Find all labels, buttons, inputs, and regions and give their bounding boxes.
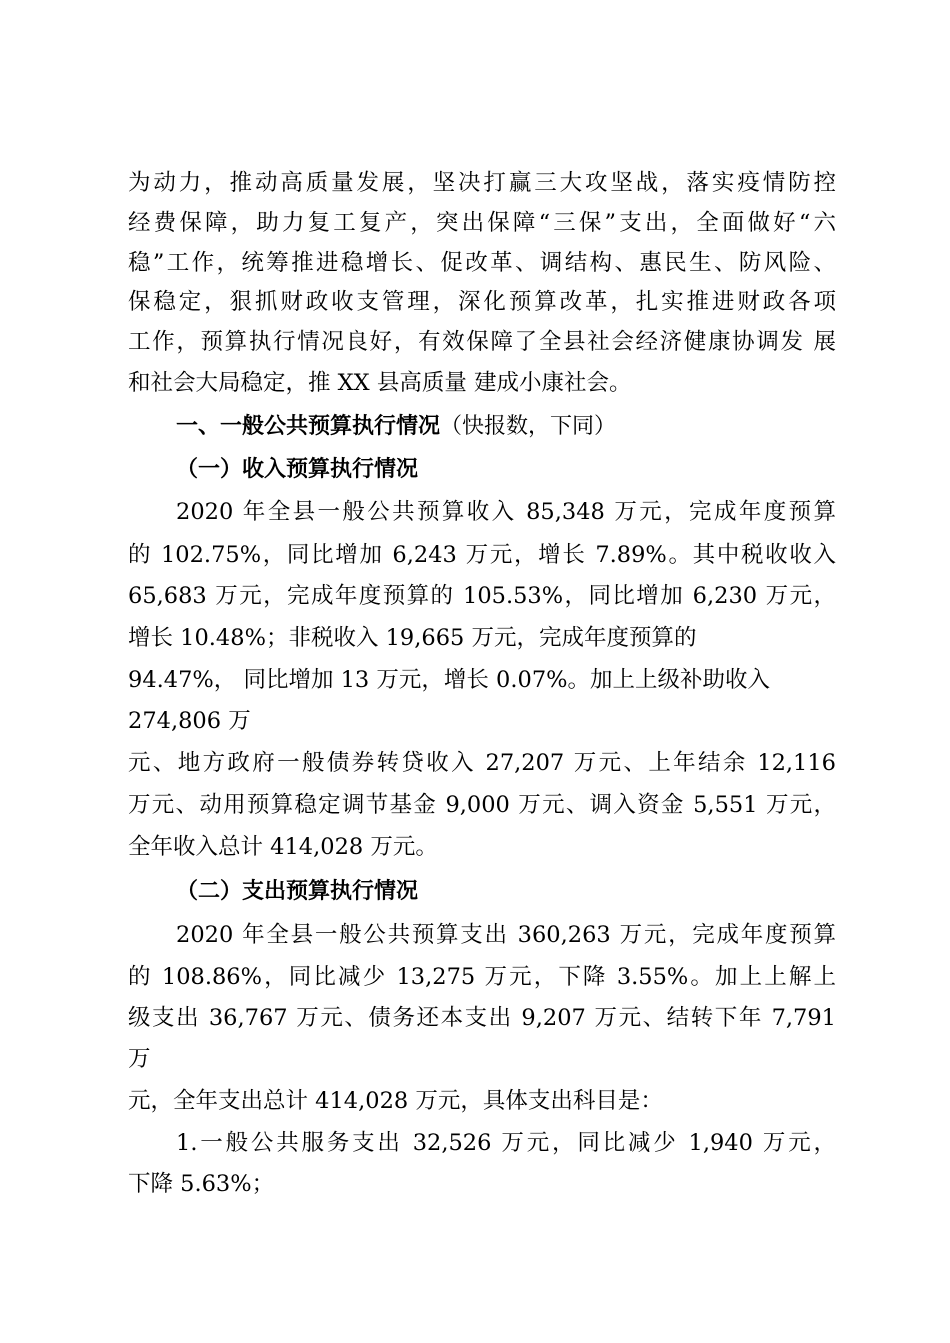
income-line-9: 全年收入总计 414,028 万元。	[128, 834, 438, 860]
subsection-heading-income: （一）收入预算执行情况	[176, 456, 419, 482]
income-line-7: 元、地方政府一般债券转贷收入 27,207 万元、上年结余 12,116	[128, 750, 836, 776]
income-line-8: 万元、动用预算稳定调节基金 9,000 万元、调入资金 5,551 万元，	[128, 792, 836, 818]
expenditure-line-2: 的 108.86%，同比减少 13,275 万元，下降 3.55%。加上上解上	[128, 964, 836, 990]
intro-line-4: 保稳定，狠抓财政收支管理，深化预算改革，扎实推进财政各项	[128, 289, 836, 315]
income-line-2: 的 102.75%，同比增加 6,243 万元，增长 7.89%。其中税收收入	[128, 542, 836, 568]
intro-line-3: 稳”工作，统筹推进稳增长、促改革、调结构、惠民生、防风险、	[128, 250, 836, 276]
expenditure-line-5: 元，全年支出总计 414,028 万元，具体支出科目是：	[128, 1088, 663, 1114]
expenditure-line-1: 2020 年全县一般公共预算支出 360,263 万元，完成年度预算	[176, 922, 836, 948]
expenditure-line-6: 1.一般公共服务支出 32,526 万元，同比减少 1,940 万元，	[176, 1130, 836, 1156]
expenditure-line-4: 万	[128, 1046, 151, 1072]
section-heading-1-note: （快报数，下同）	[440, 414, 617, 439]
income-line-6: 274,806 万	[128, 708, 251, 734]
income-line-3: 65,683 万元，完成年度预算的 105.53%，同比增加 6,230 万元，	[128, 583, 836, 609]
income-line-5: 94.47%， 同比增加 13 万元，增长 0.07%。加上上级补助收入	[128, 667, 771, 693]
expenditure-line-7: 下降 5.63%；	[128, 1171, 275, 1197]
subsection-heading-expenditure: （二）支出预算执行情况	[176, 878, 419, 904]
income-line-4: 增长 10.48%；非税收入 19,665 万元，完成年度预算的	[128, 625, 697, 651]
section-heading-1-title: 一、一般公共预算执行情况	[176, 414, 441, 439]
intro-line-6: 和社会大局稳定，推 XX 县高质量 建成小康社会。	[128, 370, 632, 396]
intro-line-2: 经费保障，助力复工复产，突出保障“三保”支出，全面做好“六	[128, 210, 836, 236]
intro-line-1: 为动力，推动高质量发展，坚决打赢三大攻坚战，落实疫情防控	[128, 170, 836, 196]
income-line-1: 2020 年全县一般公共预算收入 85,348 万元，完成年度预算	[176, 499, 836, 525]
expenditure-line-3: 级支出 36,767 万元、债务还本支出 9,207 万元、结转下年 7,791	[128, 1005, 836, 1031]
intro-line-5: 工作，预算执行情况良好，有效保障了全县社会经济健康协调发 展	[128, 329, 836, 355]
section-heading-1	[176, 412, 616, 442]
